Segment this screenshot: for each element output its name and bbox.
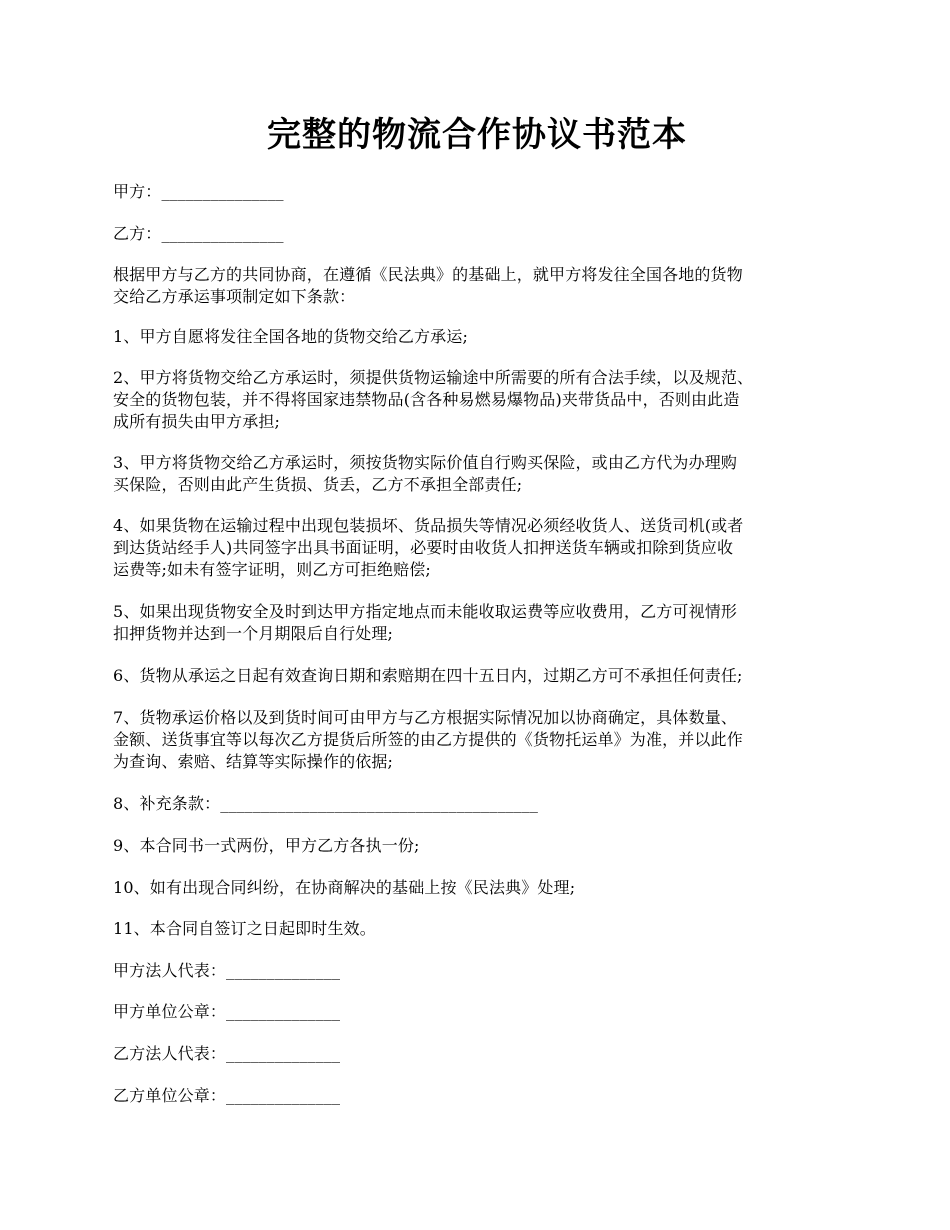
- clause-1: [113, 326, 841, 348]
- intro-paragraph: [113, 264, 841, 308]
- party-a-line: 甲方：_______________: [113, 182, 284, 201]
- clause-6: [113, 665, 841, 687]
- document-title: 完整的物流合作协议书范本: [267, 115, 687, 155]
- signature-party-b-seal: 乙方单位公章：______________: [113, 1086, 341, 1105]
- clause-line: 3、甲方将货物交给乙方承运时，须按货物实际价值自行购买保险，或由乙方代为办理购: [113, 453, 738, 472]
- clause-8: 8、补充条款：_______________________________________: [113, 794, 539, 813]
- clause-line: 7、货物承运价格以及到货时间可由甲方与乙方根据实际情况加以协商确定，具体数量、: [113, 708, 738, 727]
- clause-line: 扣押货物并达到一个月期限后自行处理;: [113, 624, 394, 643]
- intro-line: 根据甲方与乙方的共同协商，在遵循《民法典》的基础上，就甲方将发往全国各地的货物: [113, 265, 743, 284]
- clause-line: 2、甲方将货物交给乙方承运时，须提供货物运输途中所需要的所有合法手续，以及规范、: [113, 368, 754, 387]
- clause-line: 买保险，否则由此产生货损、货丢，乙方不承担全部责任;: [113, 475, 523, 494]
- clause-line: 到达货站经手人)共同签字出具书面证明，必要时由收货人扣押送货车辆或扣除到货应收: [113, 538, 734, 557]
- clause-line: 4、如果货物在运输过程中出现包装损坏、货品损失等情况必须经收货人、送货司机(或者: [113, 516, 744, 535]
- clause-2: [113, 367, 841, 433]
- clause-5: [113, 601, 841, 645]
- clause-7: [113, 707, 841, 773]
- clause-line: 安全的货物包装，并不得将国家违禁物品(含各种易燃易爆物品)夹带货品中，否则由此造: [113, 390, 740, 409]
- clause-10: 10、如有出现合同纠纷，在协商解决的基础上按《民法典》处理;: [113, 878, 576, 897]
- clause-9: 9、本合同书一式两份，甲方乙方各执一份;: [113, 836, 420, 855]
- clause-line: 为查询、索赔、结算等实际操作的依据;: [113, 752, 394, 771]
- signature-party-b-representative: 乙方法人代表：______________: [113, 1044, 341, 1063]
- clause-line: 金额、送货事宜等以每次乙方提货后所签的由乙方提供的《货物托运单》为准，并以此作: [113, 730, 743, 749]
- signature-party-a-representative: 甲方法人代表：______________: [113, 961, 341, 980]
- clause-3: [113, 452, 841, 496]
- intro-line: 交给乙方承运事项制定如下条款：: [113, 287, 356, 306]
- clause-line: 运费等;如未有签字证明，则乙方可拒绝赔偿;: [113, 560, 431, 579]
- clause-line: 1、甲方自愿将发往全国各地的货物交给乙方承运;: [113, 327, 469, 346]
- clause-11: 11、本合同自签订之日起即时生效。: [113, 919, 376, 938]
- clause-line: 成所有损失由甲方承担;: [113, 412, 281, 431]
- clause-line: 5、如果出现货物安全及时到达甲方指定地点而未能收取运费等应收费用，乙方可视情形: [113, 602, 738, 621]
- party-b-line: 乙方：_______________: [113, 224, 284, 243]
- signature-party-a-seal: 甲方单位公章：______________: [113, 1002, 341, 1021]
- clause-line: 6、货物从承运之日起有效查询日期和索赔期在四十五日内，过期乙方可不承担任何责任;: [113, 666, 743, 685]
- clause-4: [113, 515, 841, 581]
